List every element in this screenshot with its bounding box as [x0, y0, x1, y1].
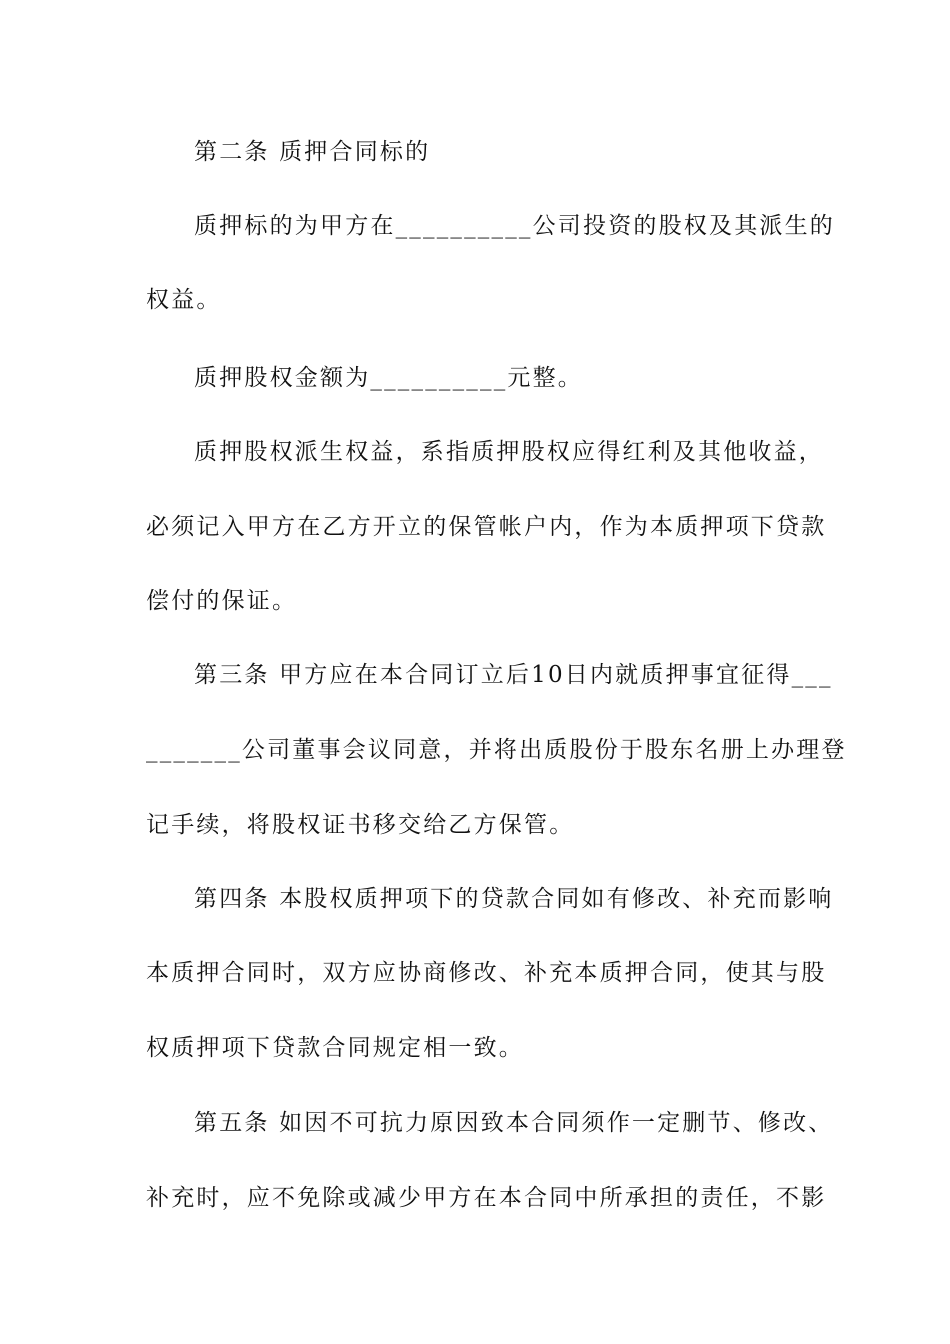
article-4-line: 第四条 本股权质押项下的贷款合同如有修改、补充而影响 [194, 886, 834, 912]
paragraph-line: 必须记入甲方在乙方开立的保管帐户内，作为本质押项下贷款 [146, 514, 827, 540]
paragraph-line: _______公司董事会议同意，并将出质股份于股东名册上办理登 [146, 737, 847, 763]
paragraph-line: 偿付的保证。 [146, 588, 298, 614]
paragraph-line: 质押股权派生权益，系指质押股权应得红利及其他收益， [194, 439, 824, 465]
article-5-line: 第五条 如因不可抗力原因致本合同须作一定删节、修改、 [194, 1110, 834, 1136]
paragraph-line: 质押标的为甲方在__________公司投资的股权及其派生的 [194, 213, 835, 239]
paragraph-line: 记手续，将股权证书移交给乙方保管。 [146, 812, 575, 838]
article-3-line: 第三条 甲方应在本合同订立后10日内就质押事宜征得___ [194, 662, 833, 688]
paragraph-line: 权益。 [146, 287, 222, 313]
paragraph-line: 质押股权金额为__________元整。 [194, 365, 583, 391]
paragraph-line: 权质押项下贷款合同规定相一致。 [146, 1035, 524, 1061]
article-2-heading: 第二条 质押合同标的 [194, 139, 431, 165]
paragraph-line: 本质押合同时，双方应协商修改、补充本质押合同，使其与股 [146, 960, 827, 986]
paragraph-line: 补充时，应不免除或减少甲方在本合同中所承担的责任，不影 [146, 1185, 827, 1211]
